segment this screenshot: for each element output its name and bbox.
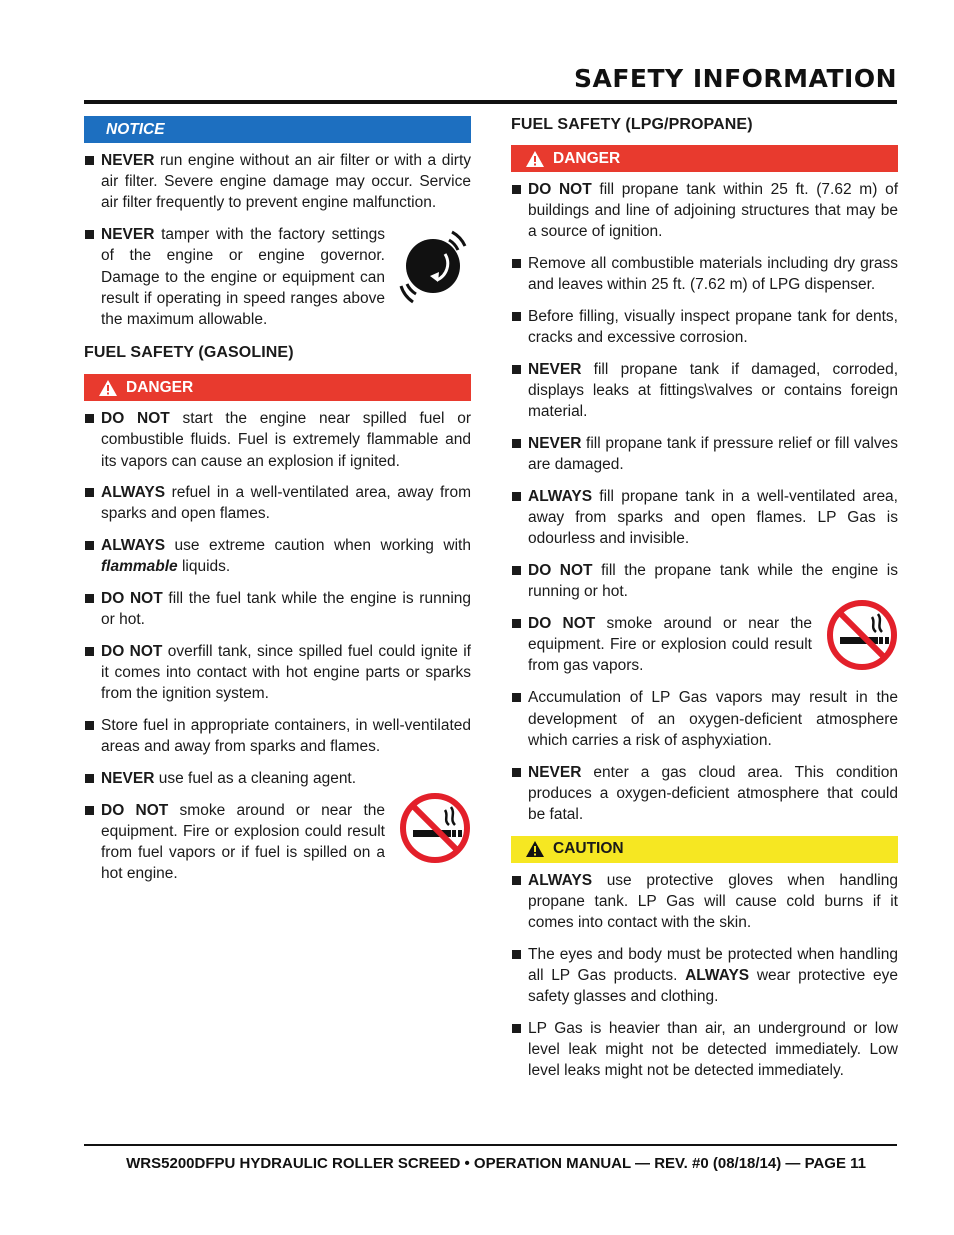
list-item	[511, 359, 898, 423]
item-lead: DO NOT	[101, 642, 163, 660]
list-item	[84, 150, 471, 214]
item-text: Store fuel in appropriate containers, in well-ventilated areas and away from sparks and flames.	[101, 717, 471, 756]
item-text: The eyes and body must be protected when handling all LP Gas products.	[528, 945, 898, 984]
list-item	[84, 800, 471, 885]
item-lead: NEVER	[528, 435, 582, 453]
item-text: use protective gloves when handling propane tank. LP Gas will cause cold burns if it comes into contact with the skin.	[528, 871, 898, 932]
caution-banner	[511, 836, 898, 863]
danger-banner	[84, 374, 471, 401]
item-lead: DO NOT	[101, 590, 163, 608]
list-item	[84, 768, 471, 789]
page-title: SAFETY INFORMATION	[574, 64, 897, 93]
item-text: refuel in a well-ventilated area, away from sparks and open flames.	[101, 484, 471, 523]
item-lead: DO NOT	[528, 562, 593, 580]
item-text: fill the fuel tank while the engine is running or hot.	[101, 590, 472, 629]
item-text: smoke around or near the equipment. Fire or explosion could result from fuel vapors or if fuel is spilled on a hot engine.	[101, 801, 385, 883]
warning-triangle-icon	[525, 150, 545, 168]
gasoline-list	[84, 408, 471, 884]
item-text: Accumulation of LP Gas vapors may result in the development of an oxygen-deficient atmosphere which carries a risk of asphyxiation.	[528, 689, 898, 749]
item-text: fill the propane tank while the engine is running or hot.	[528, 562, 898, 601]
list-item	[511, 560, 898, 602]
notice-label: NOTICE	[106, 120, 165, 138]
item-text: liquids.	[177, 558, 231, 576]
item-text: use extreme caution when working with	[165, 537, 471, 555]
list-item	[511, 179, 898, 243]
list-item	[84, 224, 471, 330]
item-text: Before filling, visually inspect propane tank for dents, cracks and excessive corrosion.	[528, 308, 898, 347]
item-text: use fuel as a cleaning agent.	[154, 769, 357, 787]
lpg-list	[511, 179, 898, 825]
list-item	[511, 433, 898, 475]
list-item	[511, 253, 898, 295]
bottom-rule	[84, 1144, 897, 1146]
item-lead: NEVER	[101, 226, 155, 244]
item-text: fill propane tank if damaged, corroded, displays leaks at fittings\valves or contains foreign material.	[528, 360, 898, 421]
danger-label: DANGER	[126, 378, 194, 396]
item-lead: NEVER	[528, 763, 582, 781]
item-lead: NEVER	[528, 360, 582, 378]
caution-label: CAUTION	[553, 840, 624, 858]
item-text: smoke around or near the equipment. Fire or explosion could result from gas vapors.	[528, 614, 812, 675]
list-item	[84, 715, 471, 757]
list-item	[84, 588, 471, 630]
no-smoking-icon	[399, 792, 471, 864]
left-column	[84, 116, 471, 895]
item-text: overfill tank, since spilled fuel could ignite if it comes into contact with hot engine parts or sparks from the ignition system.	[101, 642, 471, 703]
list-item	[511, 687, 898, 751]
item-lead: NEVER	[101, 152, 155, 169]
list-item	[511, 613, 898, 677]
no-smoking-icon	[826, 599, 898, 671]
item-lead: ALWAYS	[528, 871, 593, 889]
list-item	[511, 762, 898, 826]
item-lead: DO NOT	[101, 410, 170, 428]
list-item	[511, 306, 898, 348]
item-lead: DO NOT	[101, 801, 169, 819]
notice-banner	[84, 116, 471, 143]
item-text: enter a gas cloud area. This condition produces a oxygen-deficient atmosphere that could be fatal.	[528, 763, 898, 823]
item-lead: NEVER	[101, 769, 155, 787]
top-rule	[84, 100, 897, 104]
warning-triangle-icon	[98, 379, 118, 397]
notice-list	[84, 150, 471, 330]
item-emphasis: flammable	[101, 558, 178, 576]
item-lead: ALWAYS	[101, 537, 166, 555]
item-text: tamper with the factory settings of the engine or engine governor. Damage to the engine or equipment can result if operating in speed ranges above the maximum allowable.	[101, 226, 385, 328]
danger-banner	[511, 145, 898, 172]
item-lead: DO NOT	[528, 614, 596, 632]
item-text: run engine without an air filter or with a dirty air filter. Severe engine damage may occur. Service air filter frequently to prevent engine malfunction.	[101, 152, 471, 212]
page-footer: WRS5200DFPU HYDRAULIC ROLLER SCREED • OPERATION MANUAL — REV. #0 (08/18/14) — PAGE 11	[126, 1155, 866, 1172]
list-item	[511, 486, 898, 550]
section-heading-gasoline: FUEL SAFETY (GASOLINE)	[84, 344, 294, 362]
list-item	[84, 408, 471, 472]
item-lead: ALWAYS	[528, 487, 593, 505]
caution-list	[511, 870, 898, 1082]
item-text: wear protective eye safety glasses and clothing.	[528, 966, 898, 1006]
item-text: fill propane tank within 25 ft. (7.62 m) of buildings and line of adjoining structures that may be a source of ignition.	[528, 181, 898, 241]
section-heading-lpg: FUEL SAFETY (LPG/PROPANE)	[511, 116, 753, 133]
item-emphasis: ALWAYS	[685, 966, 750, 984]
item-lead: ALWAYS	[101, 484, 166, 502]
list-item	[511, 870, 898, 934]
item-text: Remove all combustible materials including dry grass and leaves within 25 ft. (7.62 m) of LPG dispenser.	[528, 255, 898, 294]
item-text: fill propane tank in a well-ventilated area, away from sparks and open flames. LP Gas is odourless and invisible.	[528, 487, 898, 548]
item-lead: DO NOT	[528, 181, 592, 198]
item-text: fill propane tank if pressure relief or fill valves are damaged.	[528, 435, 898, 474]
warning-triangle-icon	[525, 840, 545, 858]
governor-dial-icon	[397, 224, 471, 308]
danger-label: DANGER	[553, 149, 621, 167]
list-item	[511, 1018, 898, 1082]
list-item	[84, 482, 471, 524]
list-item	[511, 944, 898, 1008]
list-item	[84, 641, 471, 705]
list-item	[84, 535, 471, 577]
right-column	[511, 116, 898, 1092]
item-text: LP Gas is heavier than air, an underground or low level leak might not be detected immediately. Low level leaks might not be detected immediately.	[528, 1019, 898, 1080]
item-text: start the engine near spilled fuel or combustible fluids. Fuel is extremely flammable and its vapors can cause an explosion if ignited.	[101, 410, 471, 470]
